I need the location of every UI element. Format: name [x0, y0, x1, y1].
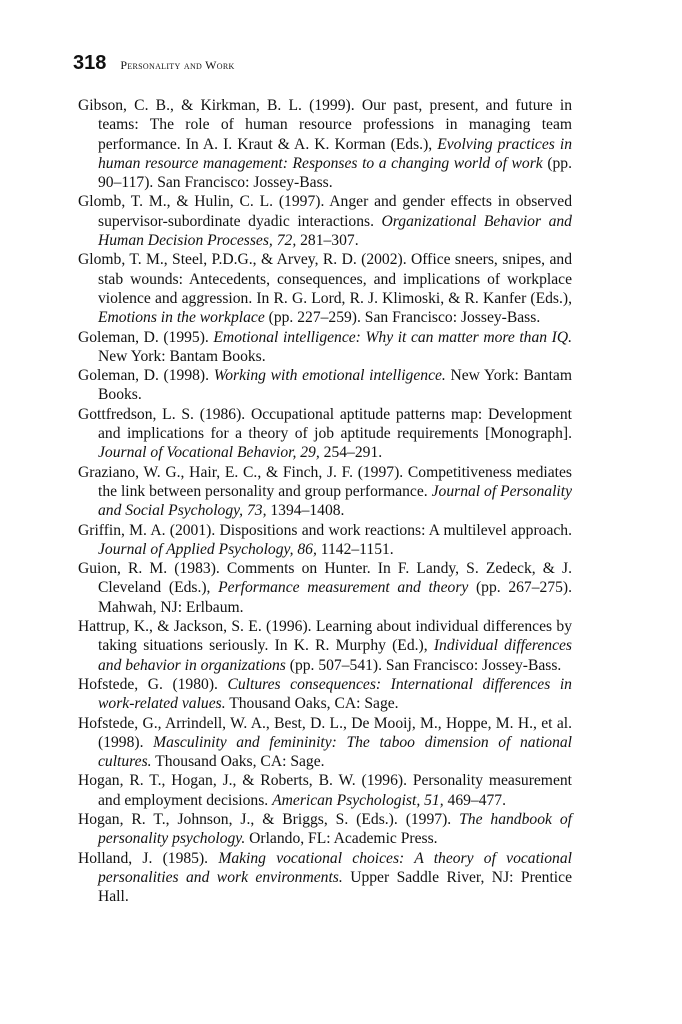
reference-entry: Hattrup, K., & Jackson, S. E. (1996). Learning about individual differences by taking situations seriously. In K. R. Murphy (Ed.), Individual differences and behavior in organizations (pp. 507–541). San Francisco: Jossey-Bass. — [78, 618, 572, 674]
reference-entry: Hofstede, G. (1980). Cultures consequences: International differences in work-related values. Thousand Oaks, CA: Sage. — [78, 675, 572, 713]
page-number: 318 — [73, 52, 107, 74]
reference-entry: Griffin, M. A. (2001). Dispositions and work reactions: A multilevel approach. Journal of Applied Psychology, 86, 1142–1151. — [78, 521, 572, 558]
reference-entry: Goleman, D. (1995). Emotional intelligence: Why it can matter more than IQ. New York: Bantam Books. — [78, 328, 572, 365]
reference-entry: Glomb, T. M., & Hulin, C. L. (1997). Anger and gender effects in observed supervisor-subordinate dyadic interactions. Organizational Behavior and Human Decision Processes, 72, 281–307. — [78, 193, 572, 250]
reference-entry: Gottfredson, L. S. (1986). Occupational aptitude patterns map: Development and implications for a theory of job aptitude requirements [Monograph]. Journal of Vocational Behavior, 29, 254–291. — [78, 405, 572, 462]
page-header — [73, 52, 235, 75]
reference-list — [78, 96, 572, 906]
reference-entry: Goleman, D. (1998). Working with emotional intelligence. New York: Bantam Books. — [78, 367, 572, 404]
reference-entry: Glomb, T. M., Steel, P.D.G., & Arvey, R. D. (2002). Office sneers, snipes, and stab wounds: Antecedents, consequences, and implications of workplace violence and aggression. In R. G. Lord, R. J. Klimoski, & R. Kanfer (Eds.), Emotions in the workplace (pp. 227–259). San Francisco: Jossey-Bass. — [78, 251, 572, 327]
reference-entry: Hogan, R. T., Johnson, J., & Briggs, S. (Eds.). (1997). The handbook of personality psychology. Orlando, FL: Academic Press. — [78, 810, 572, 848]
reference-entry: Gibson, C. B., & Kirkman, B. L. (1999). Our past, present, and future in teams: The role of human resource professions in managing team performance. In A. I. Kraut & A. K. Korman (Eds.), Evolving practices in human resource management: Responses to a changing world of work (pp. 90–117). San Francisco: Jossey-Bass. — [78, 97, 573, 192]
running-head: Personality and Work — [120, 58, 235, 72]
reference-entry: Guion, R. M. (1983). Comments on Hunter. In F. Landy, S. Zedeck, & J. Cleveland (Eds.), Performance measurement and theory (pp. 267–275). Mahwah, NJ: Erlbaum. — [78, 560, 573, 616]
reference-entry: Holland, J. (1985). Making vocational choices: A theory of vocational personalities and work environments. Upper Saddle River, NJ: Prentice Hall. — [78, 849, 572, 906]
reference-entry: Graziano, W. G., Hair, E. C., & Finch, J. F. (1997). Competitiveness mediates the link between personality and group performance. Journal of Personality and Social Psychology, 73, 1394–1408. — [78, 463, 572, 520]
reference-entry: Hogan, R. T., Hogan, J., & Roberts, B. W. (1996). Personality measurement and employment decisions. American Psychologist, 51, 469–477. — [78, 772, 572, 809]
reference-entry: Hofstede, G., Arrindell, W. A., Best, D. L., De Mooij, M., Hoppe, M. H., et al. (1998). Masculinity and femininity: The taboo dimension of national cultures. Thousand Oaks, CA: Sage. — [78, 714, 572, 771]
